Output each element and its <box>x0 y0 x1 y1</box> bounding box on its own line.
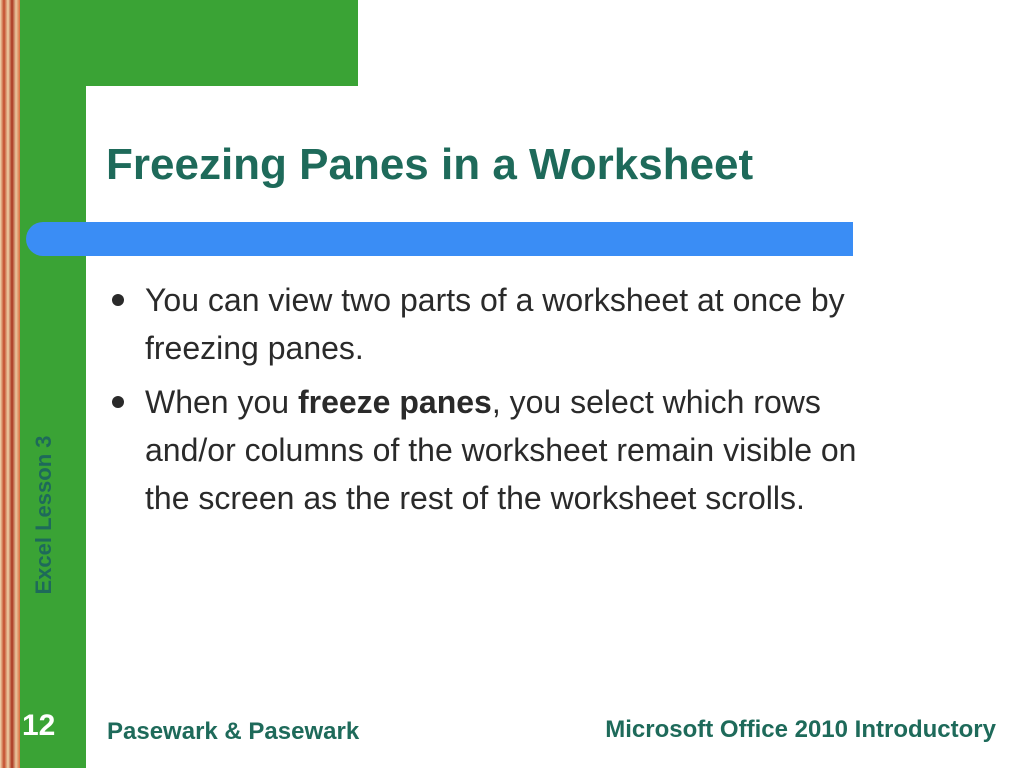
bullet-text-after: , you select which rows and/or columns of the worksheet remain visible on the screen as the rest of the worksheet scrolls. <box>145 384 857 516</box>
bullet-text-bold: freeze panes <box>297 384 492 420</box>
bullet-item <box>106 378 896 522</box>
green-sidebar <box>20 0 86 768</box>
bullet-text-before: When you <box>145 384 298 420</box>
decorative-stripe <box>0 0 20 768</box>
bullet-list <box>106 276 896 528</box>
bullet-text: You can view two parts of a worksheet at once by freezing panes. <box>145 282 845 366</box>
bullet-dot-icon <box>112 396 124 408</box>
footer-course: Microsoft Office 2010 Introductory <box>605 716 996 743</box>
slide-number: 12 <box>22 709 56 742</box>
footer-authors: Pasewark & Pasewark <box>107 718 360 745</box>
bullet-dot-icon <box>112 294 124 306</box>
slide-title: Freezing Panes in a Worksheet <box>106 140 754 189</box>
lesson-label: Excel Lesson 3 <box>31 435 56 595</box>
bullet-item <box>106 276 896 372</box>
green-top-band <box>86 0 358 86</box>
title-underline-bar <box>26 222 853 256</box>
